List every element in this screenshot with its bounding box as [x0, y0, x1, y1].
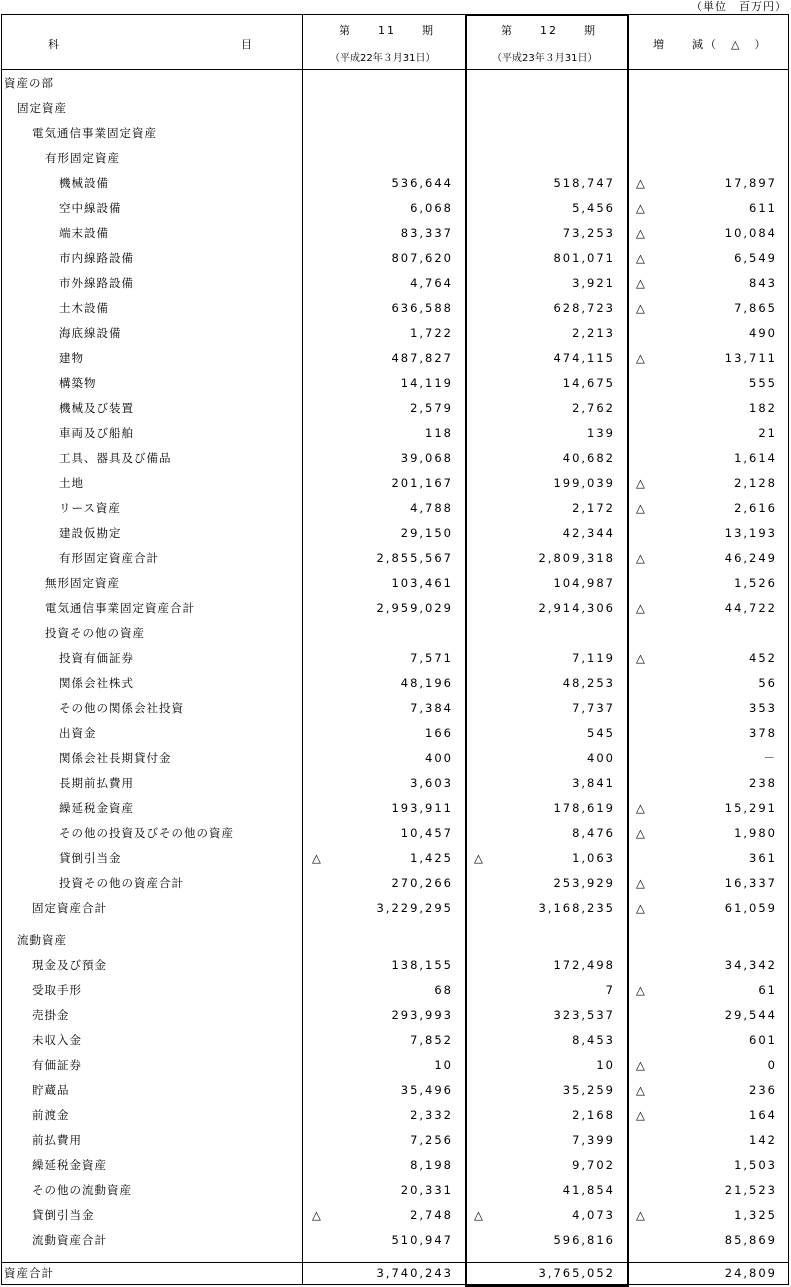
period12-value: 323,537: [553, 1008, 615, 1022]
row-label: 構築物: [59, 376, 97, 390]
change-value: 15,291: [724, 801, 777, 815]
table-row: [1, 1103, 789, 1128]
change-value: 601: [749, 1033, 777, 1047]
period12-value: 7,737: [572, 701, 615, 715]
period11-value: 3,603: [410, 776, 453, 790]
table-row: [1, 1003, 789, 1028]
row-label: 貯蔵品: [32, 1083, 70, 1097]
change-value: 2,128: [734, 476, 777, 490]
period11-value: 4,764: [410, 276, 453, 290]
period11-negative-mark: △: [312, 851, 321, 865]
period12-value: 5,456: [572, 201, 615, 215]
period12-value: 7,119: [572, 651, 615, 665]
change-negative-mark: △: [636, 901, 645, 915]
row-label: 出資金: [59, 726, 97, 740]
table-row: [1, 1178, 789, 1203]
change-value: 85,869: [724, 1233, 777, 1247]
table-row: [1, 271, 789, 296]
change-value: 56: [758, 676, 777, 690]
header-bottom-border: [1, 69, 789, 70]
period12-value: 3,921: [572, 276, 615, 290]
row-label: 有形固定資産合計: [59, 551, 159, 565]
header-period12-date: （平成23年３月31日）: [492, 53, 598, 64]
row-label: 前渡金: [32, 1108, 70, 1122]
period11-value: 10,457: [400, 826, 453, 840]
change-negative-mark: △: [636, 826, 645, 840]
change-value: 61: [758, 983, 777, 997]
period11-value: 68: [434, 983, 453, 997]
period12-value: 596,816: [553, 1233, 615, 1247]
change-negative-mark: △: [636, 176, 645, 190]
table-row: [1, 1028, 789, 1053]
period12-value: 545: [587, 726, 615, 740]
period12-negative-mark: △: [474, 1208, 483, 1222]
period12-value: 400: [587, 751, 615, 765]
period12-value: 2,213: [572, 326, 615, 340]
change-negative-mark: △: [636, 551, 645, 565]
table-row: [1, 1078, 789, 1103]
period11-value: 1,722: [410, 326, 453, 340]
row-label: 建物: [59, 351, 84, 365]
table-row: [1, 71, 789, 96]
period11-value: 103,461: [391, 576, 453, 590]
period11-value: 400: [425, 751, 453, 765]
period12-value: 801,071: [553, 251, 615, 265]
period12-value: 172,498: [553, 958, 615, 972]
change-negative-mark: △: [636, 351, 645, 365]
change-value: 7,865: [734, 301, 777, 315]
change-value: 843: [749, 276, 777, 290]
period11-value: 2,748: [410, 1208, 453, 1222]
period11-value: 4,788: [410, 501, 453, 515]
period12-value: 35,259: [562, 1083, 615, 1097]
row-label: その他の流動資産: [32, 1183, 132, 1197]
row-label: リース資産: [59, 501, 121, 515]
change-negative-mark: △: [636, 276, 645, 290]
table-row: [1, 146, 789, 171]
row-label: 固定資産: [17, 101, 67, 115]
change-negative-mark: △: [636, 201, 645, 215]
table-row: [1, 471, 789, 496]
change-value: 164: [749, 1108, 777, 1122]
change-value: 10,084: [724, 226, 777, 240]
row-label: 無形固定資産: [45, 576, 120, 590]
row-label: 車両及び船舶: [59, 426, 134, 440]
change-negative-mark: △: [636, 1058, 645, 1072]
period11-value: 48,196: [400, 676, 453, 690]
change-value: 182: [749, 401, 777, 415]
period11-value: 3,229,295: [376, 901, 453, 915]
period12-negative-mark: △: [474, 851, 483, 865]
row-label: 関係会社長期貸付金: [59, 751, 172, 765]
period12-value: 10: [596, 1058, 615, 1072]
period11-value: 2,959,029: [376, 601, 453, 615]
period12-value: 2,762: [572, 401, 615, 415]
period12-value: 9,702: [572, 1158, 615, 1172]
period11-value: 8,198: [410, 1158, 453, 1172]
period11-value: 3,740,243: [376, 1266, 453, 1280]
row-label: 関係会社株式: [59, 676, 134, 690]
row-label: 投資有価証券: [59, 651, 134, 665]
table-row: [1, 396, 789, 421]
row-label: 機械及び装置: [59, 401, 134, 415]
period11-value: 201,167: [391, 476, 453, 490]
row-label: 建設仮勘定: [59, 526, 122, 540]
period11-value: 2,855,567: [376, 551, 453, 565]
change-value: 34,342: [724, 958, 777, 972]
table-row: [1, 421, 789, 446]
period12-value: 2,914,306: [538, 601, 615, 615]
change-value: 353: [749, 701, 777, 715]
period11-value: 193,911: [391, 801, 453, 815]
period11-value: 138,155: [391, 958, 453, 972]
period12-value: 518,747: [553, 176, 615, 190]
period11-value: 6,068: [410, 201, 453, 215]
table-top-border: [1, 14, 789, 15]
period11-value: 10: [434, 1058, 453, 1072]
change-value: －: [763, 751, 777, 765]
period12-value: 628,723: [553, 301, 615, 315]
change-value: 611: [749, 201, 777, 215]
row-label: その他の関係会社投資: [59, 701, 184, 715]
table-row: [1, 978, 789, 1003]
row-label: 投資その他の資産: [45, 626, 145, 640]
change-value: 29,544: [724, 1008, 777, 1022]
period12-value: 178,619: [553, 801, 615, 815]
table-row: [1, 721, 789, 746]
period11-value: 270,266: [391, 876, 453, 890]
change-negative-mark: △: [636, 1108, 645, 1122]
change-value: 236: [749, 1083, 777, 1097]
period11-value: 293,993: [391, 1008, 453, 1022]
period12-value: 2,172: [572, 501, 615, 515]
period12-value: 8,476: [572, 826, 615, 840]
period12-value: 3,841: [572, 776, 615, 790]
row-label: 資産の部: [4, 76, 54, 90]
row-label: 受取手形: [32, 983, 82, 997]
header-period11-date: （平成22年３月31日）: [330, 53, 436, 64]
row-label: 電気通信事業固定資産合計: [45, 601, 195, 615]
period12-value: 73,253: [562, 226, 615, 240]
row-label: 売掛金: [32, 1008, 70, 1022]
change-value: 1,503: [734, 1158, 777, 1172]
row-label: 電気通信事業固定資産: [32, 126, 157, 140]
table-row: [1, 621, 789, 646]
period11-value: 14,119: [400, 376, 453, 390]
row-label: 有形固定資産: [45, 151, 120, 165]
table-row: [1, 928, 789, 953]
period12-value: 40,682: [562, 451, 615, 465]
period12-value: 3,168,235: [538, 901, 615, 915]
period11-value: 2,332: [410, 1108, 453, 1122]
row-label: 現金及び預金: [32, 958, 107, 972]
period12-value: 253,929: [553, 876, 615, 890]
table-row: [1, 846, 789, 871]
change-value: 21,523: [724, 1183, 777, 1197]
header-col0-b: 目: [241, 38, 254, 51]
table-row: [1, 871, 789, 896]
change-value: 24,809: [724, 1266, 777, 1280]
period11-value: 35,496: [400, 1083, 453, 1097]
change-negative-mark: △: [636, 226, 645, 240]
table-row: [1, 821, 789, 846]
period11-value: 29,150: [400, 526, 453, 540]
period11-value: 166: [425, 726, 453, 740]
period12-value: 3,765,052: [538, 1266, 615, 1280]
table-row: [1, 671, 789, 696]
period12-value: 8,453: [572, 1033, 615, 1047]
row-label: 市外線路設備: [59, 276, 134, 290]
period12-value: 4,073: [572, 1208, 615, 1222]
table-row: [1, 596, 789, 621]
change-value: 2,616: [734, 501, 777, 515]
table-row: [1, 521, 789, 546]
change-negative-mark: △: [636, 601, 645, 615]
change-negative-mark: △: [636, 876, 645, 890]
row-label: 工具、器具及び備品: [59, 451, 172, 465]
table-row: [1, 446, 789, 471]
table-row: [1, 221, 789, 246]
change-value: 16,337: [724, 876, 777, 890]
period12-value: 7: [605, 983, 615, 997]
change-value: 0: [767, 1058, 777, 1072]
period11-value: 807,620: [391, 251, 453, 265]
row-label: 流動資産: [17, 933, 67, 947]
table-row: [1, 571, 789, 596]
row-label: 未収入金: [32, 1033, 82, 1047]
period11-value: 7,384: [410, 701, 453, 715]
period11-value: 7,571: [410, 651, 453, 665]
period11-value: 636,588: [391, 301, 453, 315]
row-label: 流動資産合計: [32, 1233, 107, 1247]
table-row: [1, 896, 789, 921]
change-value: 1,526: [734, 576, 777, 590]
table-row: [1, 371, 789, 396]
period12-value: 14,675: [562, 376, 615, 390]
period12-value: 41,854: [562, 1183, 615, 1197]
row-label: 海底線設備: [59, 326, 122, 340]
period11-value: 510,947: [391, 1233, 453, 1247]
period11-value: 7,852: [410, 1033, 453, 1047]
table-row: [1, 246, 789, 271]
period11-value: 2,579: [410, 401, 453, 415]
total-row: [1, 1261, 789, 1286]
change-value: 555: [749, 376, 777, 390]
balance-sheet-table: [1, 14, 789, 1285]
table-row: [1, 696, 789, 721]
header-col0-a: 科: [48, 38, 61, 51]
table-row: [1, 546, 789, 571]
change-negative-mark: △: [636, 651, 645, 665]
row-label: 端末設備: [59, 226, 109, 240]
table-row: [1, 646, 789, 671]
row-label: 資産合計: [4, 1266, 54, 1280]
period12-value: 2,809,318: [538, 551, 615, 565]
change-value: 238: [749, 776, 777, 790]
change-value: 17,897: [724, 176, 777, 190]
change-value: 46,249: [724, 551, 777, 565]
period11-negative-mark: △: [312, 1208, 321, 1222]
change-value: 6,549: [734, 251, 777, 265]
period11-value: 487,827: [391, 351, 453, 365]
period12-value: 7,399: [572, 1133, 615, 1147]
period12-value: 139: [587, 426, 615, 440]
row-label: 貸倒引当金: [32, 1208, 95, 1222]
period12-value: 199,039: [553, 476, 615, 490]
period11-value: 20,331: [400, 1183, 453, 1197]
header-period11-title: 第 11 期: [339, 24, 435, 37]
period12-value: 42,344: [562, 526, 615, 540]
change-value: 361: [749, 851, 777, 865]
row-label: 土地: [59, 476, 84, 490]
change-negative-mark: △: [636, 1083, 645, 1097]
table-row: [1, 321, 789, 346]
change-value: 21: [758, 426, 777, 440]
period12-value: 48,253: [562, 676, 615, 690]
change-value: 61,059: [724, 901, 777, 915]
table-row: [1, 346, 789, 371]
period11-value: 83,337: [400, 226, 453, 240]
change-value: 1,614: [734, 451, 777, 465]
table-row: [1, 96, 789, 121]
row-label: 機械設備: [59, 176, 109, 190]
change-value: 142: [749, 1133, 777, 1147]
table-row: [1, 953, 789, 978]
row-label: 繰延税金資産: [59, 801, 134, 815]
period11-value: 536,644: [391, 176, 453, 190]
row-label: 空中線設備: [59, 201, 122, 215]
change-value: 1,980: [734, 826, 777, 840]
table-row: [1, 771, 789, 796]
period12-value: 1,063: [572, 851, 615, 865]
change-value: 13,193: [724, 526, 777, 540]
change-value: 378: [749, 726, 777, 740]
row-label: 固定資産合計: [32, 901, 107, 915]
change-value: 1,325: [734, 1208, 777, 1222]
row-label: 前払費用: [32, 1133, 82, 1147]
change-value: 13,711: [724, 351, 777, 365]
table-row: [1, 1128, 789, 1153]
period12-value: 104,987: [553, 576, 615, 590]
change-negative-mark: △: [636, 801, 645, 815]
table-row: [1, 1153, 789, 1178]
period11-value: 118: [425, 426, 453, 440]
table-row: [1, 121, 789, 146]
unit-label: （単位 百万円）: [691, 0, 787, 13]
table-row: [1, 796, 789, 821]
period11-value: 7,256: [410, 1133, 453, 1147]
row-label: 市内線路設備: [59, 251, 134, 265]
table-row: [1, 1053, 789, 1078]
change-negative-mark: △: [636, 476, 645, 490]
table-row: [1, 196, 789, 221]
table-row: [1, 1203, 789, 1228]
row-label: 長期前払費用: [59, 776, 134, 790]
period12-value: 2,168: [572, 1108, 615, 1122]
change-negative-mark: △: [636, 1208, 645, 1222]
row-label: 貸倒引当金: [59, 851, 122, 865]
change-negative-mark: △: [636, 983, 645, 997]
table-row: [1, 496, 789, 521]
row-label: 投資その他の資産合計: [59, 876, 184, 890]
row-label: その他の投資及びその他の資産: [59, 826, 234, 840]
change-value: 44,722: [724, 601, 777, 615]
header-period12-title: 第 12 期: [501, 24, 597, 37]
period12-value: 474,115: [553, 351, 615, 365]
table-row: [1, 171, 789, 196]
period11-value: 1,425: [410, 851, 453, 865]
change-negative-mark: △: [636, 501, 645, 515]
row-label: 繰延税金資産: [32, 1158, 107, 1172]
table-row: [1, 296, 789, 321]
period11-value: 39,068: [400, 451, 453, 465]
change-value: 452: [749, 651, 777, 665]
row-label: 有価証券: [32, 1058, 82, 1072]
row-label: 土木設備: [59, 301, 109, 315]
table-row: [1, 1228, 789, 1253]
change-negative-mark: △: [636, 301, 645, 315]
header-change-title: 増 減（ △ ）: [653, 38, 768, 51]
table-row: [1, 746, 789, 771]
change-negative-mark: △: [636, 251, 645, 265]
change-value: 490: [749, 326, 777, 340]
